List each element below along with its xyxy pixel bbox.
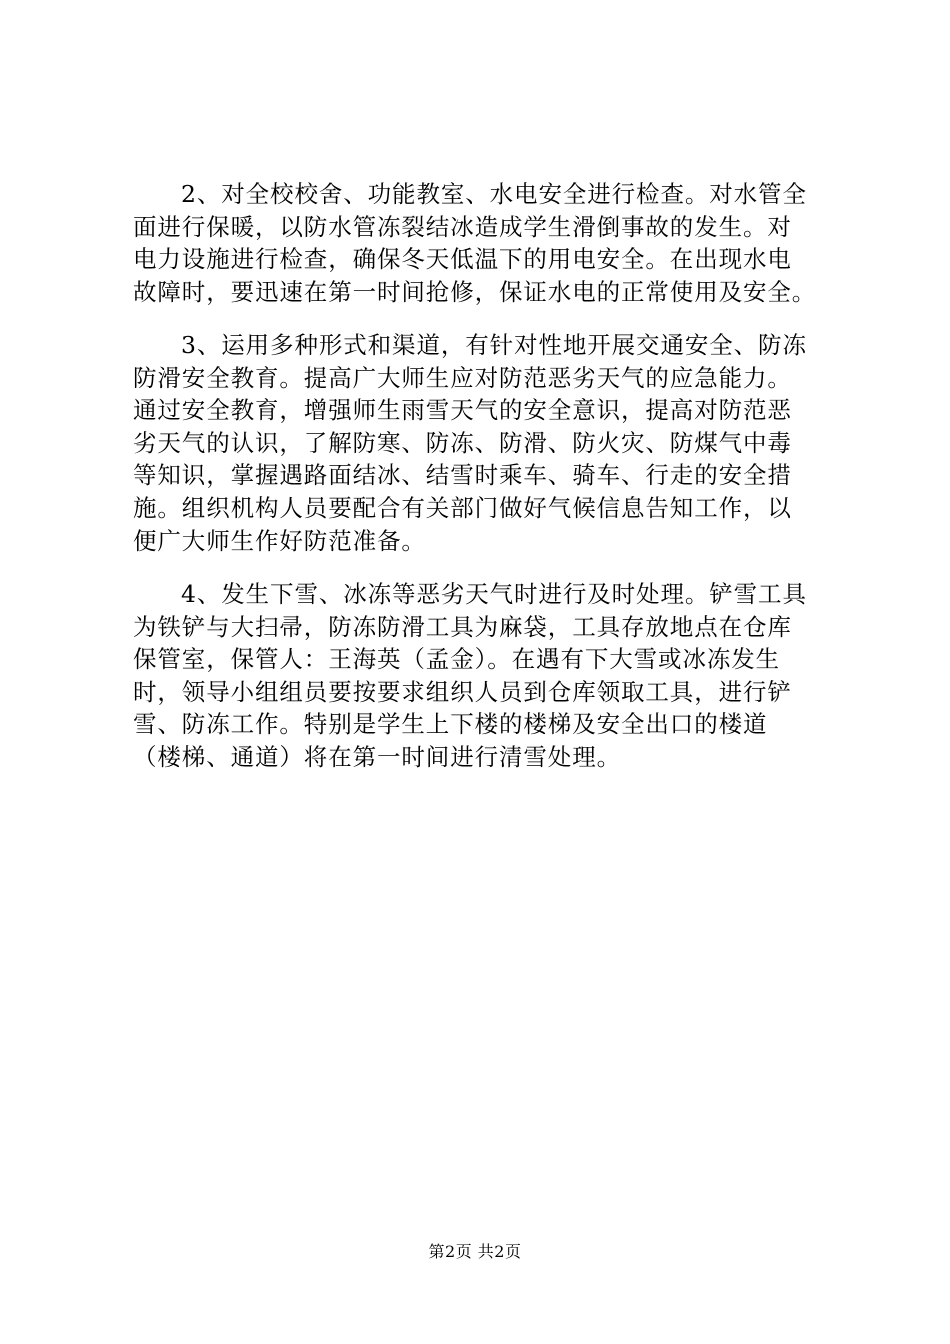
paragraph-line: 故障时，要迅速在第一时间抢修，保证水电的正常使用及安全。 (133, 277, 817, 306)
paragraph-line: 防滑安全教育。提高广大师生应对防范恶劣天气的应急能力。 (133, 363, 792, 392)
paragraph-line: 便广大师生作好防范准备。 (133, 526, 426, 555)
paragraph-line: 等知识，掌握遇路面结冰、结雪时乘车、骑车、行走的安全措 (133, 461, 792, 490)
paragraph-line: 时，领导小组组员要按要求组织人员到仓库领取工具，进行铲 (133, 677, 792, 706)
paragraph-line: 电力设施进行检查，确保冬天低温下的用电安全。在出现水电 (133, 245, 792, 274)
paragraph-line: 面进行保暖，以防水管冻裂结冰造成学生滑倒事故的发生。对 (133, 212, 792, 241)
paragraph-line: （楼梯、通道）将在第一时间进行清雪处理。 (133, 742, 621, 771)
paragraph-line: 雪、防冻工作。特别是学生上下楼的楼梯及安全出口的楼道 (133, 710, 768, 739)
paragraph-line: 4、发生下雪、冰冻等恶劣天气时进行及时处理。铲雪工具 (181, 580, 807, 608)
paragraph-line: 3、运用多种形式和渠道，有针对性地开展交通安全、防冻 (181, 331, 807, 359)
page-number-footer: 第2页 共2页 (428, 1242, 522, 1261)
paragraph-line: 保管室，保管人：王海英（孟金）。在遇有下大雪或冰冻发生 (133, 645, 781, 674)
paragraph-item-4 (133, 578, 849, 774)
paragraph-line: 为铁铲与大扫帚，防冻防滑工具为麻袋，工具存放地点在仓库 (133, 612, 792, 641)
paragraph-item-3 (133, 329, 849, 557)
paragraph-line: 通过安全教育，增强师生雨雪天气的安全意识，提高对防范恶 (133, 396, 792, 425)
paragraph-line: 劣天气的认识，了解防寒、防冻、防滑、防火灾、防煤气中毒 (133, 428, 792, 457)
paragraph-line: 施。组织机构人员要配合有关部门做好气候信息告知工作，以 (133, 493, 792, 522)
paragraph-item-2 (133, 178, 849, 308)
paragraph-line: 2、对全校校舍、功能教室、水电安全进行检查。对水管全 (181, 180, 807, 208)
